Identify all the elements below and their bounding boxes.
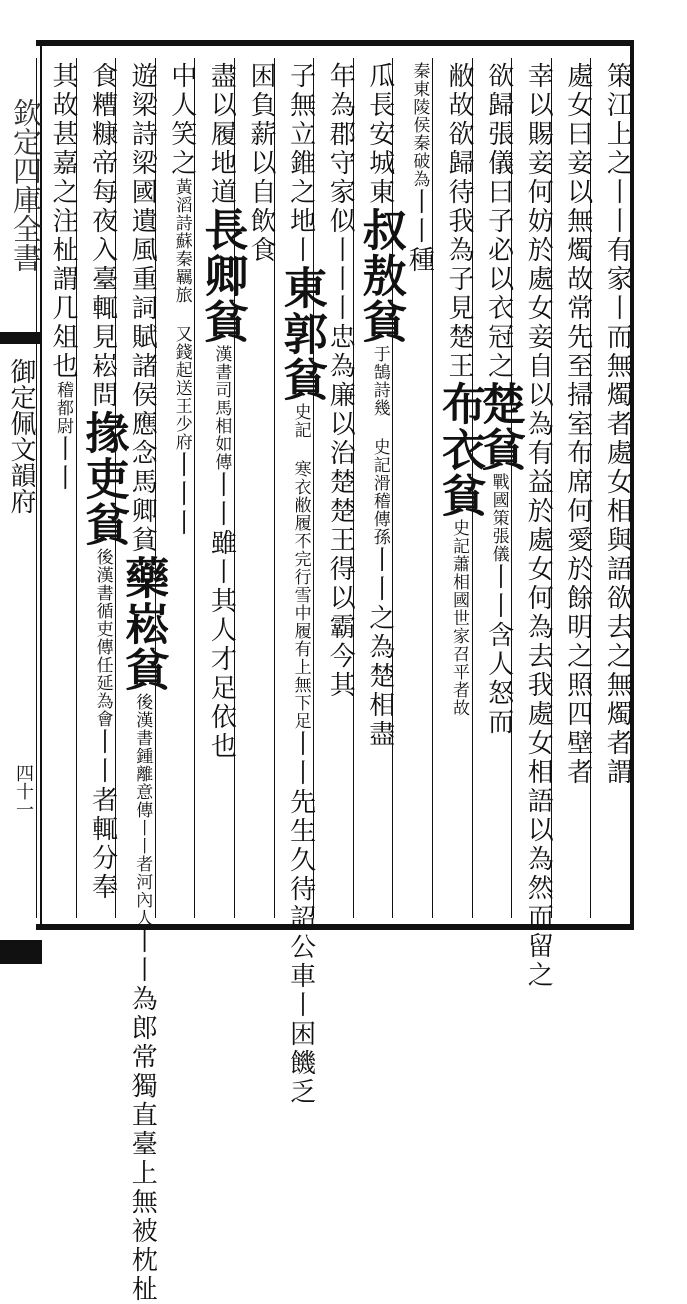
body-text: 幸以賜妾何妨於處女妾自以為有益於處女何為去我處女相語以為然而留之 <box>523 62 554 990</box>
annotation: 秦東陵侯秦破為 <box>409 62 430 188</box>
body-text: 丨丨含人怒而 <box>483 563 514 737</box>
body-text: 中人笑之 <box>166 62 197 178</box>
column-text <box>117 62 169 1304</box>
column-text <box>556 62 600 787</box>
body-text: 盡以履地道 <box>206 62 237 207</box>
body-text: 瓜長安城東 <box>364 62 395 207</box>
entry-headword: 長卿貧 <box>196 207 248 345</box>
body-text: 丨丨丨 <box>166 451 197 538</box>
column-text <box>434 62 485 717</box>
text-column <box>36 58 76 918</box>
annotation: 稽都尉 <box>53 381 73 435</box>
annotation: 後漢書鍾離意傳丨丨者河內人 <box>132 693 153 927</box>
annotation: 于鵠詩幾 史記滑稽傳孫 <box>369 345 390 546</box>
annotation: 史記蕭相國世家召平者故 <box>449 519 469 717</box>
body-text: 其故甚嘉之注杫謂几俎也 <box>48 62 78 381</box>
column-text <box>595 62 639 787</box>
body-text: 丨丨者輒分奉 <box>87 728 118 902</box>
body-text: 策江上之丨丨有家丨而無燭者處女相與語欲去之無燭者謂 <box>602 62 633 787</box>
entry-headword: 掾吏貧 <box>77 410 129 548</box>
body-text: 困負薪以自飲食 <box>246 62 276 265</box>
body-text: 年為郡守家似丨丨丨 <box>325 62 356 323</box>
book-title: 御定佩文韻府 <box>6 358 36 514</box>
column-text <box>77 62 129 902</box>
body-text: 丨丨 <box>48 435 78 493</box>
body-text: 丨丨為郎常獨直臺上無被枕杫 <box>127 927 158 1304</box>
annotation: 戰國策張儀 <box>488 473 509 563</box>
body-text: 丨丨種 <box>404 188 435 275</box>
annotation: 漢書司馬相如傳 <box>211 345 232 471</box>
annotation: 史記 寒衣敝履不完行雪中履有上無下足 <box>290 403 311 730</box>
entry-headword: 布衣貧 <box>434 381 485 519</box>
column-text <box>275 62 327 1107</box>
body-text: 丨丨之為楚相盡 <box>364 546 395 749</box>
column-text <box>196 62 248 761</box>
body-text: 忠為廉以治楚楚王得以霸今其 <box>325 323 356 700</box>
spine-bottom-bar <box>0 940 42 964</box>
body-text: 子無立錐之地丨 <box>285 62 316 265</box>
column-text <box>354 62 406 749</box>
annotation: 後漢書循吏傳任延為會 <box>92 548 113 728</box>
annotation: 黃滔詩蘇秦羈旅 又錢起送王少府 <box>171 178 192 451</box>
entry-headword: 東郭貧 <box>275 265 327 403</box>
body-text: 敝故欲歸待我為子見楚王 <box>444 62 474 381</box>
spine-divider <box>0 332 40 344</box>
column-text <box>41 62 85 493</box>
body-text: 食糟糠帝每夜入臺輒見崧問 <box>87 62 118 410</box>
entry-headword: 楚貧 <box>473 381 525 473</box>
body-text: 丨丨先生久待詔公車丨困饑乏 <box>285 730 316 1107</box>
body-text: 欲歸張儀曰子必以衣冠之 <box>483 62 514 381</box>
entry-headword: 藥崧貧 <box>117 555 169 693</box>
page-number: 四十一 <box>13 764 34 818</box>
body-text: 丨丨雖丨其人才足依也 <box>206 471 237 761</box>
column-text <box>516 62 560 990</box>
body-text: 處女曰妾以無燭故常先至掃室布席何愛於餘明之照四壁者 <box>562 62 593 787</box>
column-text <box>160 62 204 538</box>
body-text: 遊梁詩梁國遺風重詞賦諸侯應念馬卿貧 <box>127 62 158 555</box>
spine-title: 欽定四庫全書 <box>9 98 43 272</box>
entry-headword: 叔敖貧 <box>354 207 406 345</box>
